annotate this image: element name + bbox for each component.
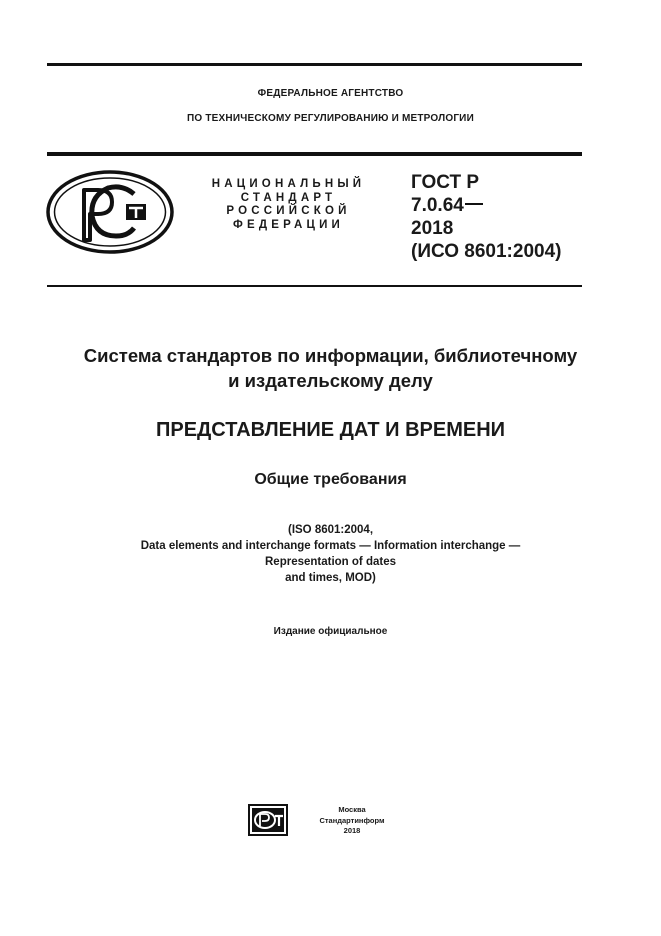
designation-line1: ГОСТ Р — [411, 172, 480, 193]
series-line1: Система стандартов по информации, библиотечному — [83, 345, 578, 366]
document-subtitle: Общие требования — [254, 471, 407, 488]
edition-label: Издание официальное — [273, 626, 388, 637]
designation-line2: 7.0.64 — [411, 195, 464, 216]
national-standard-label — [196, 178, 381, 232]
national-standard-line1: НАЦИОНАЛЬНЫЙ — [211, 178, 366, 190]
designation-line4: (ИСО 8601:2004) — [411, 241, 562, 262]
publisher-city: Москва — [338, 805, 366, 814]
publisher-name: Стандартинформ — [319, 815, 385, 825]
iso-line2: Data elements and interchange formats — Information interchange — — [140, 540, 521, 552]
national-standard-line3: РОССИЙСКОЙ — [226, 205, 351, 217]
iso-line4: and times, MOD) — [285, 572, 376, 584]
publisher-year: 2018 — [343, 826, 361, 835]
top-rule — [47, 63, 582, 66]
designation-dash — [465, 203, 483, 205]
header-bottom-rule — [47, 285, 582, 287]
series-line2: и издательскому делу — [228, 370, 433, 391]
series-title — [0, 343, 661, 393]
iso-line3: Representation of dates — [265, 556, 396, 568]
national-standard-line2: СТАНДАРТ — [240, 191, 337, 204]
iso-line1: (ISO 8601:2004, — [287, 524, 374, 536]
iso-reference — [0, 522, 661, 586]
header-rule — [47, 152, 582, 156]
document-title: ПРЕДСТАВЛЕНИЕ ДАТ И ВРЕМЕНИ — [155, 419, 506, 441]
rst-logo-icon — [46, 170, 174, 254]
agency-name: ФЕДЕРАЛЬНОЕ АГЕНТСТВО — [257, 88, 404, 99]
designation-line3: 2018 — [411, 218, 454, 239]
standard-designation — [411, 171, 561, 263]
agency-name-line2: ПО ТЕХНИЧЕСКОМУ РЕГУЛИРОВАНИЮ И МЕТРОЛОГИИ — [187, 113, 474, 124]
publisher-imprint — [312, 805, 392, 837]
national-standard-line4: ФЕДЕРАЦИИ — [232, 218, 345, 231]
publisher-logo-icon — [248, 804, 288, 836]
